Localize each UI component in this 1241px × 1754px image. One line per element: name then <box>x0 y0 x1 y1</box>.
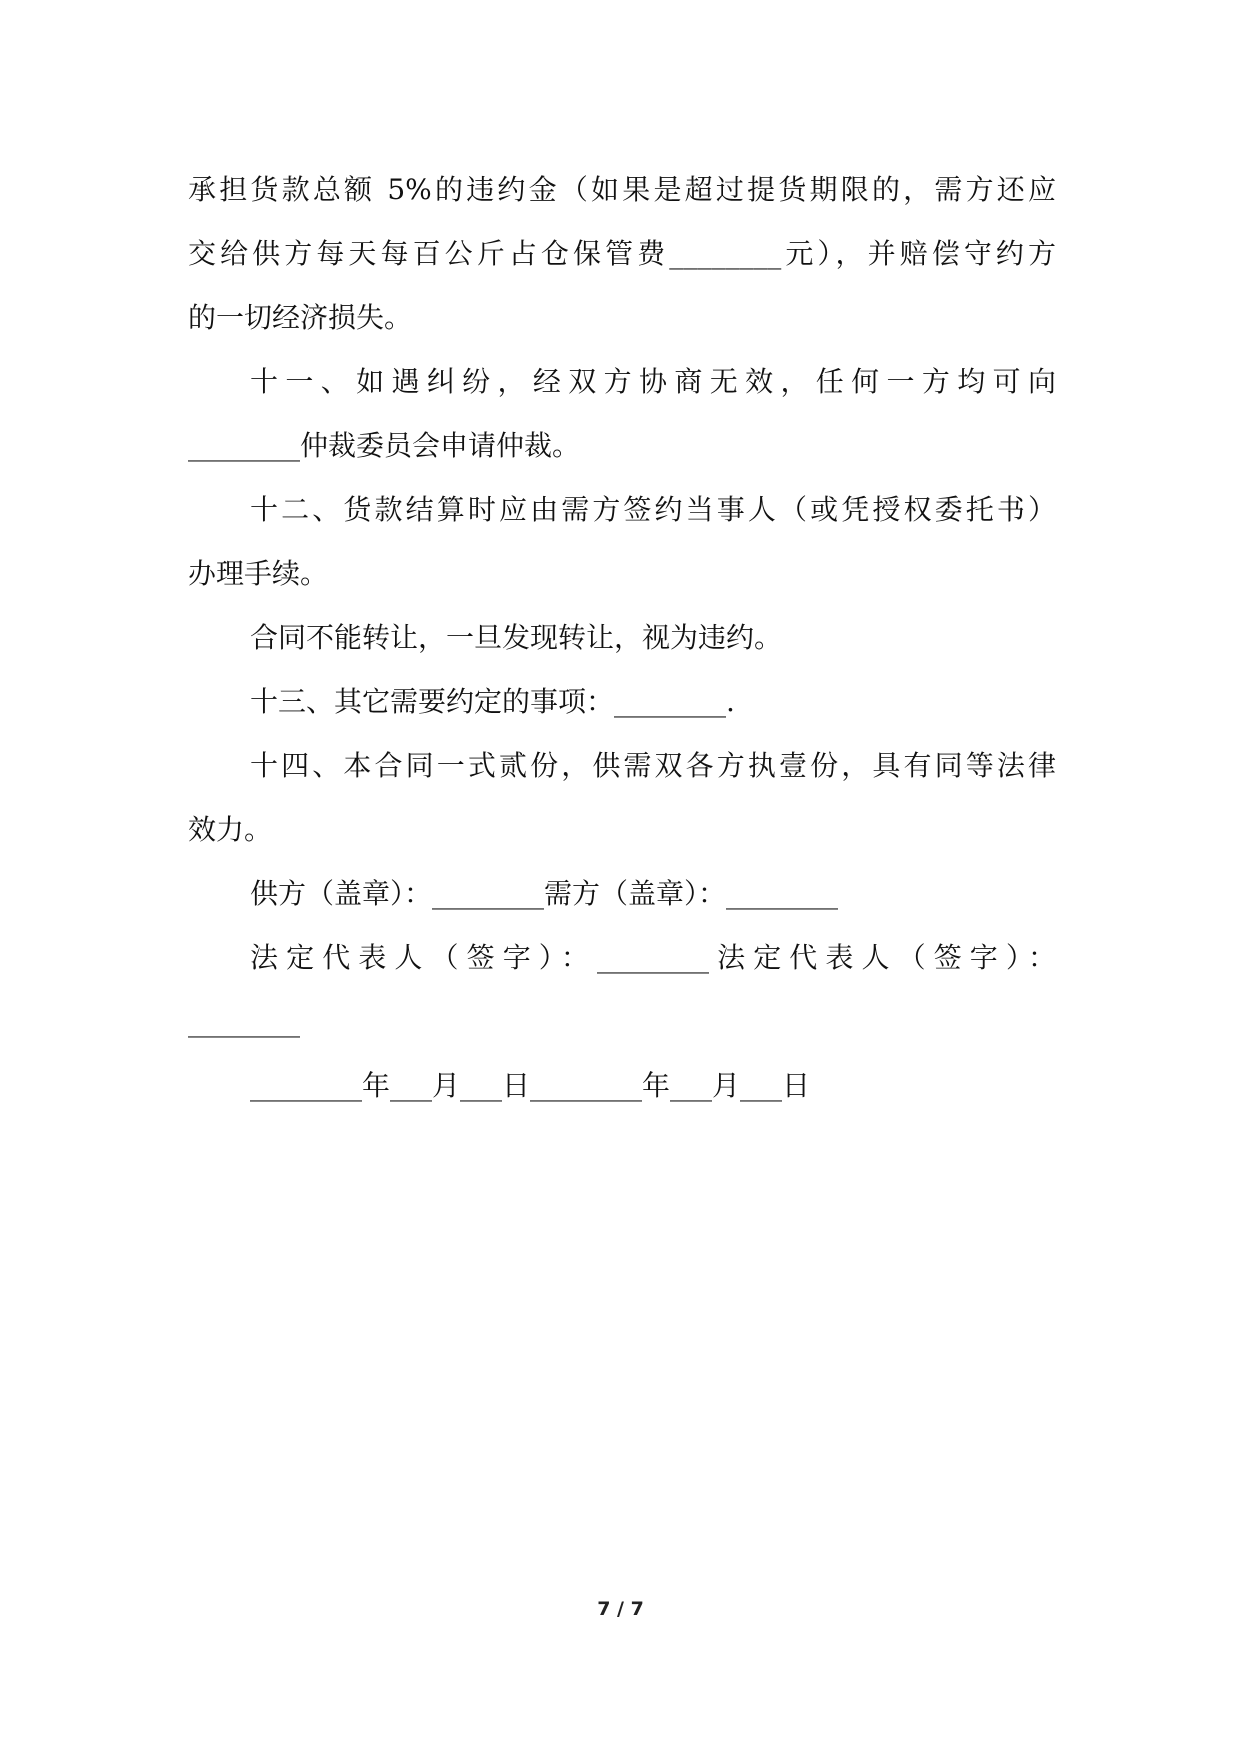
clause-10-line-2: 交给供方每天每百公斤占仓保管费________元），并赔偿守约方 <box>188 237 1056 270</box>
clause-13: 十三、其它需要约定的事项：________. <box>250 685 735 718</box>
clause-12-line-3: 合同不能转让，一旦发现转让，视为违约。 <box>250 621 783 654</box>
legal-representative-line: 法定代表人（签字）：________法定代表人（签字）： <box>250 941 1056 974</box>
clause-12-line-2: 办理手续。 <box>188 557 329 590</box>
clause-11-line-1: 十一、如遇纠纷，经双方协商无效，任何一方均可向 <box>250 365 1056 398</box>
clause-14-line-2: 效力。 <box>188 813 273 846</box>
clause-14-line-1: 十四、本合同一式贰份，供需双各方执壹份，具有同等法律 <box>250 749 1056 782</box>
page-number: 7 / 7 <box>597 1598 644 1620</box>
clause-10-line-3: 的一切经济损失。 <box>188 301 413 334</box>
clause-11-line-2: ________仲裁委员会申请仲裁。 <box>188 429 581 462</box>
clause-10-line-1: 承担货款总额 5%的违约金（如果是超过提货期限的，需方还应 <box>188 173 1056 206</box>
date-line: ________年___月___日________年___月___日 <box>250 1069 811 1102</box>
contract-body <box>188 158 1056 1118</box>
legal-representative-blank: ________ <box>188 1005 300 1038</box>
clause-12-line-1: 十二、货款结算时应由需方签约当事人（或凭授权委托书） <box>250 493 1056 526</box>
seal-line: 供方（盖章）：________需方（盖章）：________ <box>250 877 839 910</box>
